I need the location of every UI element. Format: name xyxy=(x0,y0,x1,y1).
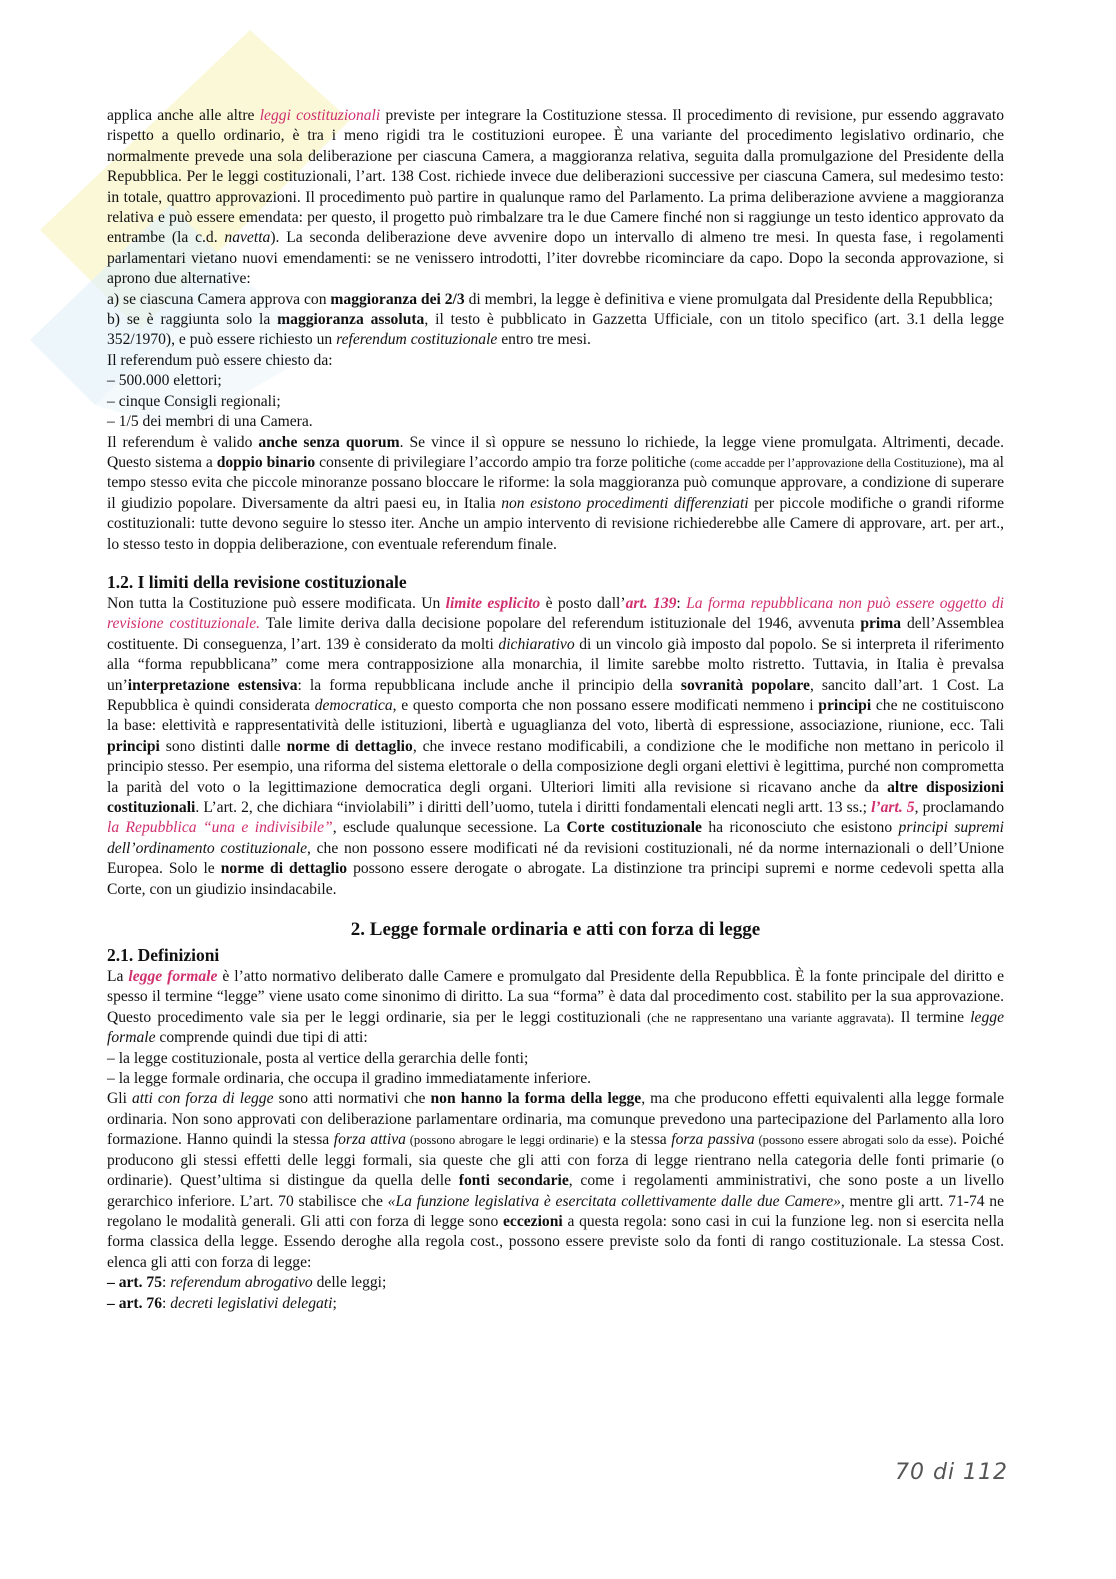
section-heading: 1.2. I limiti della revisione costituzionale xyxy=(107,571,407,592)
paragraph: Il referendum è valido anche senza quorum. Se vince il sì oppure se nessuno lo richiede, la legge viene promulgata. Altrimenti, decade. Questo sistema a doppio binario consente di privilegiare l’accordo ampio tra forze politiche (come accadde per l’approvazione della Costituzione), ma al tempo stesso evita che piccole minoranze possano bloccare le riforme: la sola maggioranza può comunque approvare, a condizione di superare il giudizio popolare. Diversamente da altri paesi eu, in Italia non esistono procedimenti differenziati per piccole modifiche o grandi riforme costituzionali: tutte devono seguire lo stesso iter. Anche un ampio intervento di revisione richiederebbe alle Camere di approvare, art. per art., lo stesso testo in doppia deliberazione, con eventuale referendum finale. xyxy=(107,433,1005,553)
list-item: – art. 75: referendum abrogativo delle leggi; xyxy=(107,1274,387,1292)
paragraph: Non tutta la Costituzione può essere modificata. Un limite esplicito è posto dall’art. 139: La forma repubblicana non può essere oggetto di revisione costituzionale. Tale limite deriva dalla decisione popolare del referendum istituzionale del 1946, avvenuta prima dell’Assemblea costituente. Di conseguenza, l’art. 139 è considerato da molti dichiarativo di un vincolo già imposto dal popolo. Se si interpreta il riferimento alla “forma repubblicana” come mera contrapposizione alla monarchia, il limite sarebbe molto ristretto. Tuttavia, in Italia è prevalsa un’interpretazione estensiva: la forma repubblicana include anche il principio della sovranità popolare, sancito dall’art. 1 Cost. La Repubblica è quindi considerata democratica, e questo comporta che non possano essere modificati nemmeno i principi che ne costituiscono la base: elettività e rappresentatività delle istituzioni, libertà e uguaglianza del voto, libertà di espressione, associazione, riunione, ecc. Tali principi sono distinti dalle norme di dettaglio, che invece restano modificabili, a condizione che le modifiche non mettano in pericolo il principio stesso. Per esempio, una riforma del sistema elettorale o della composizione degli organi elettivi è legittima, purché non comprometta la parità del voto o la legittimazione democratica degli organi. Ulteriori limiti alla revisione si ricavano anche da altre disposizioni costituzionali. L’art. 2, che dichiara “inviolabili” i diritti dell’uomo, tutela i diritti fondamentali elencati negli artt. 13 ss.; l’art. 5, proclamando la Repubblica “una e indivisibile”, esclude qualunque secessione. La Corte costituzionale ha riconosciuto che esistono principi supremi dell’ordinamento costituzionale, che non possono essere modificati né da revisioni costituzionali, né da norme internazionali o dell’Unione Europea. Solo le norme di dettaglio possono essere derogate o abrogate. La distinzione tra principi supremi e norme cedevoli spetta alla Corte, con un giudizio insindacabile. xyxy=(107,594,1005,898)
list-item: – cinque Consigli regionali; xyxy=(107,392,281,410)
list-item: – 1/5 dei membri di una Camera. xyxy=(107,413,313,431)
paragraph: Gli atti con forza di legge sono atti normativi che non hanno la forma della legge, ma che producono effetti equivalenti alla legge formale ordinaria. Non sono approvati con deliberazione parlamentare ordinaria, ma comunque prevedono una partecipazione del Parlamento alla loro formazione. Hanno quindi la stessa forza attiva (possono abrogare le leggi ordinarie) e la stessa forza passiva (possono essere abrogati solo da esse). Poiché producono gli stessi effetti delle leggi formali, sia queste che gli atti con forza di legge rientrano nella categoria delle fonti primarie (o ordinarie). Quest’ultima si distingue da quella delle fonti secondarie, come i regolamenti amministrativi, che sono poste a un livello gerarchico inferiore. L’art. 70 stabilisce che «La funzione legislativa è esercitata collettivamente dalle due Camere», mentre gli artt. 71-74 ne regolano le modalità generali. Gli atti con forza di legge sono eccezioni a questa regola: sono casi in cui la funzione leg. non si esercita nella forma classica della legge. Essendo deroghe alla regola cost., possono essere previste solo da fonti di rango costituzionale. La stessa Cost. elenca gli atti con forza di legge: xyxy=(107,1090,1004,1271)
page-number: 70 di 112 xyxy=(895,1460,1009,1485)
list-item: – 500.000 elettori; xyxy=(107,372,222,390)
chapter-heading: 2. Legge formale ordinaria e atti con forza di legge xyxy=(350,919,761,941)
list-item: – la legge costituzionale, posta al vertice della gerarchia delle fonti; xyxy=(107,1049,529,1067)
paragraph: La legge formale è l’atto normativo deliberato dalle Camere e promulgato dal Presidente della Repubblica. È la fonte principale del diritto e spesso il termine “legge” viene usato come sinonimo di diritto. La sua “forma” è data dal procedimento cost. stabilito per la sua approvazione. Questo procedimento vale sia per le leggi ordinarie, sia per le leggi costituzionali (che ne rappresentano una variante aggravata). Il termine legge formale comprende quindi due tipi di atti: xyxy=(107,968,1004,1047)
list-item: – art. 76: decreti legislativi delegati; xyxy=(107,1294,337,1312)
list-item: – la legge formale ordinaria, che occupa il gradino immediatamente inferiore. xyxy=(107,1070,592,1088)
paragraph: applica anche alle altre leggi costituzionali previste per integrare la Costituzione stessa. Il procedimento di revisione, pur essendo aggravato rispetto a quello ordinario, è tra i meno rigidi tra le costituzioni europee. È una variante del procedimento legislativo ordinario, che normalmente prevede una sola deliberazione per ciascuna Camera, a maggioranza relativa, seguita dalla promulgazione del Presidente della Repubblica. Per le leggi costituzionali, l’art. 138 Cost. richiede invece due deliberazioni successive per ciascuna Camera, sul medesimo testo: in totale, quattro approvazioni. Il procedimento può partire in qualunque ramo del Parlamento. La prima deliberazione avviene a maggioranza relativa e può essere emendata: per questo, il progetto può rimbalzare tra le due Camere finché non si raggiunge un testo identico approvato da entrambe (la c.d. navetta). La seconda deliberazione deve avvenire dopo un intervallo di almeno tre mesi. In questa fase, i regolamenti parlamentari vietano nuovi emendamenti: se ne venissero introdotti, l’iter dovrebbe ricominciare da capo. Dopo la seconda approvazione, si aprono due alternative: xyxy=(107,107,1004,288)
document-body xyxy=(107,106,1004,1314)
alternative-b: b) se è raggiunta solo la maggioranza assoluta, il testo è pubblicato in Gazzetta Ufficiale, con un titolo specifico (art. 3.1 della legge 352/1970), e può essere richiesto un referendum costituzionale entro tre mesi. xyxy=(107,311,1004,349)
section-heading: 2.1. Definizioni xyxy=(107,945,220,966)
alternative-a: a) se ciascuna Camera approva con maggioranza dei 2/3 di membri, la legge è definitiva e viene promulgata dal Presidente della Repubblica; xyxy=(107,290,993,308)
referendum-intro: Il referendum può essere chiesto da: xyxy=(107,351,333,369)
